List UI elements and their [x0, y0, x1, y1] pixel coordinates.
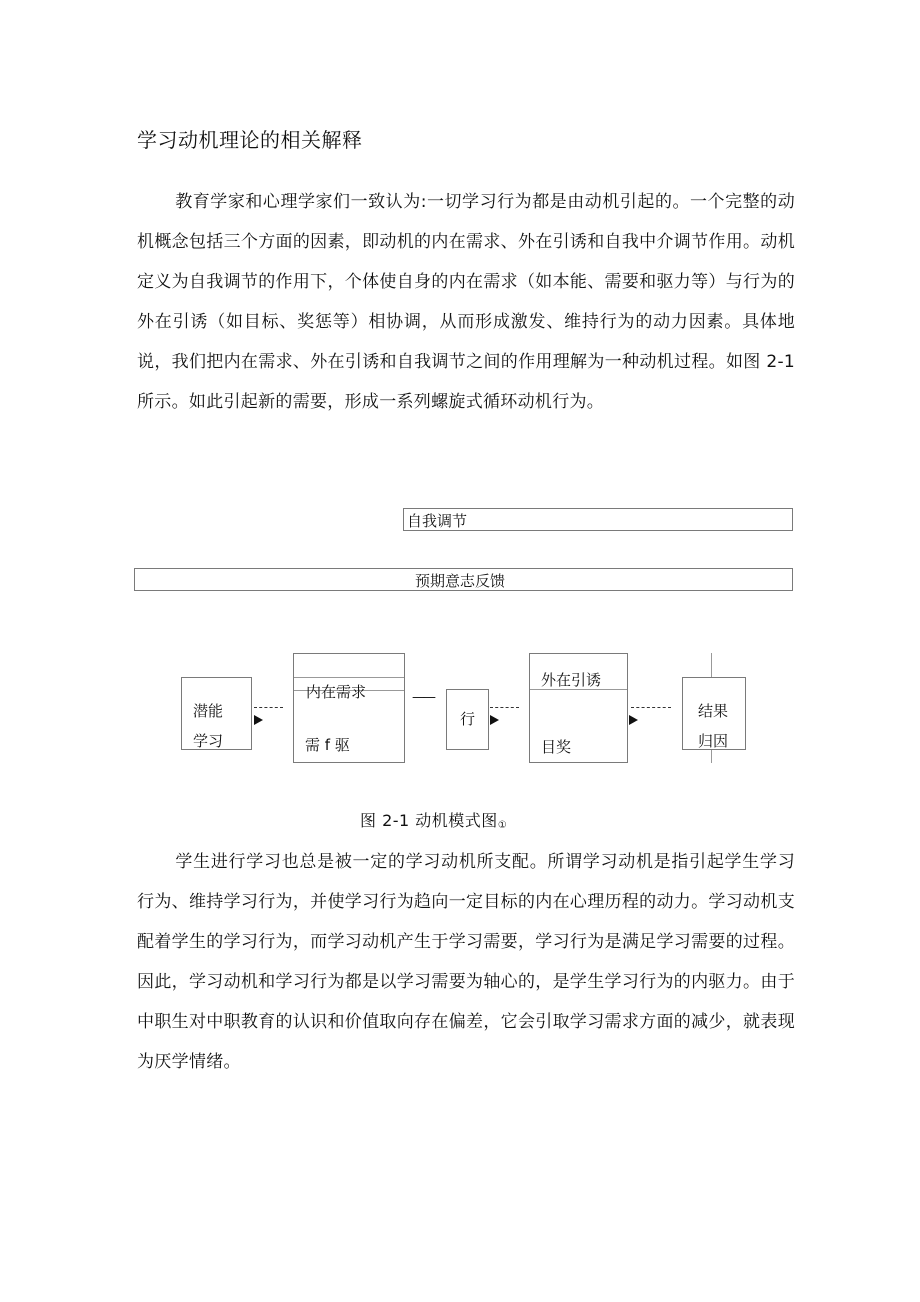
- paragraph-motivation-theory: [137, 182, 795, 422]
- self-regulation-box: [403, 508, 793, 531]
- external-divider: [530, 689, 627, 690]
- arrow-2-icon: [490, 715, 499, 725]
- result-label: 结果: [698, 702, 729, 720]
- paragraph-2-text: 学生进行学习也总是被一定的学习动机所支配。所谓学习动机是指引起学生学习行为、维持学习行为，并使学习行为趋向一定目标的内在心理历程的动力。学习动机支配着学生的学习行为，而学习动机产生于学习需要，学习行为是满足学习需要的过程。因此，学习动机和学习行为都是以学习需要为轴心的，是学生学习行为的内驱力。由于中职生对中职教育的认识和价值取向存在偏差，它会引取学习需求方面的减少，就表现为厌学情绪。: [137, 852, 795, 1072]
- figure-caption: [360, 808, 507, 831]
- need-drive-label: 需 f 驱: [305, 736, 350, 754]
- arrow-3-icon: [629, 715, 638, 725]
- attribution-label: 归因: [698, 732, 729, 750]
- paragraph-learning-motivation: [137, 842, 795, 1082]
- learning-label: 学习: [193, 732, 224, 750]
- action-label: 行: [460, 710, 476, 728]
- caption-text: 图 2-1 动机模式图: [360, 811, 498, 830]
- arrow-1-icon: [254, 715, 263, 725]
- external-incentive-box: [529, 653, 628, 763]
- action-box: [446, 689, 489, 750]
- potential-label: 潜能: [193, 702, 224, 720]
- inner-need-row: [294, 677, 404, 701]
- connector-dash-2: [490, 707, 519, 708]
- inner-need-label: 内在需求: [306, 683, 367, 701]
- feedback-label: 预期意志反馈: [415, 572, 506, 590]
- external-incentive-label: 外在引诱: [541, 671, 602, 689]
- paragraph-1-text: 教育学家和心理学家们一致认为:一切学习行为都是由动机引起的。一个完整的动机概念包括三个方面的因素，即动机的内在需求、外在引诱和自我中介调节作用。动机定义为自我调节的作用下，个体使自身的内在需求（如本能、需要和驱力等）与行为的外在引诱（如目标、奖惩等）相协调，从而形成激发、维持行为的动力因素。具体地说，我们把内在需求、外在引诱和自我调节之间的作用理解为一种动机过程。如图 2-1 所示。如此引起新的需要，形成一系列螺旋式循环动机行为。: [137, 192, 795, 412]
- footnote-mark: ①: [497, 820, 508, 831]
- self-regulation-label: 自我调节: [407, 512, 468, 530]
- double-dash-mark: ——: [412, 690, 434, 705]
- connector-dash-1: [254, 707, 283, 708]
- result-attribution-box: [682, 677, 746, 750]
- section-heading: 学习动机理论的相关解释: [137, 128, 363, 152]
- feedback-box: [134, 568, 793, 591]
- goal-reward-label: 目奖: [541, 738, 572, 756]
- inner-need-box: [293, 653, 405, 763]
- connector-dash-3: [631, 707, 671, 708]
- potential-learning-box: [181, 677, 252, 750]
- result-vertical-line-top: [711, 653, 712, 678]
- result-vertical-line-bottom: [711, 750, 712, 763]
